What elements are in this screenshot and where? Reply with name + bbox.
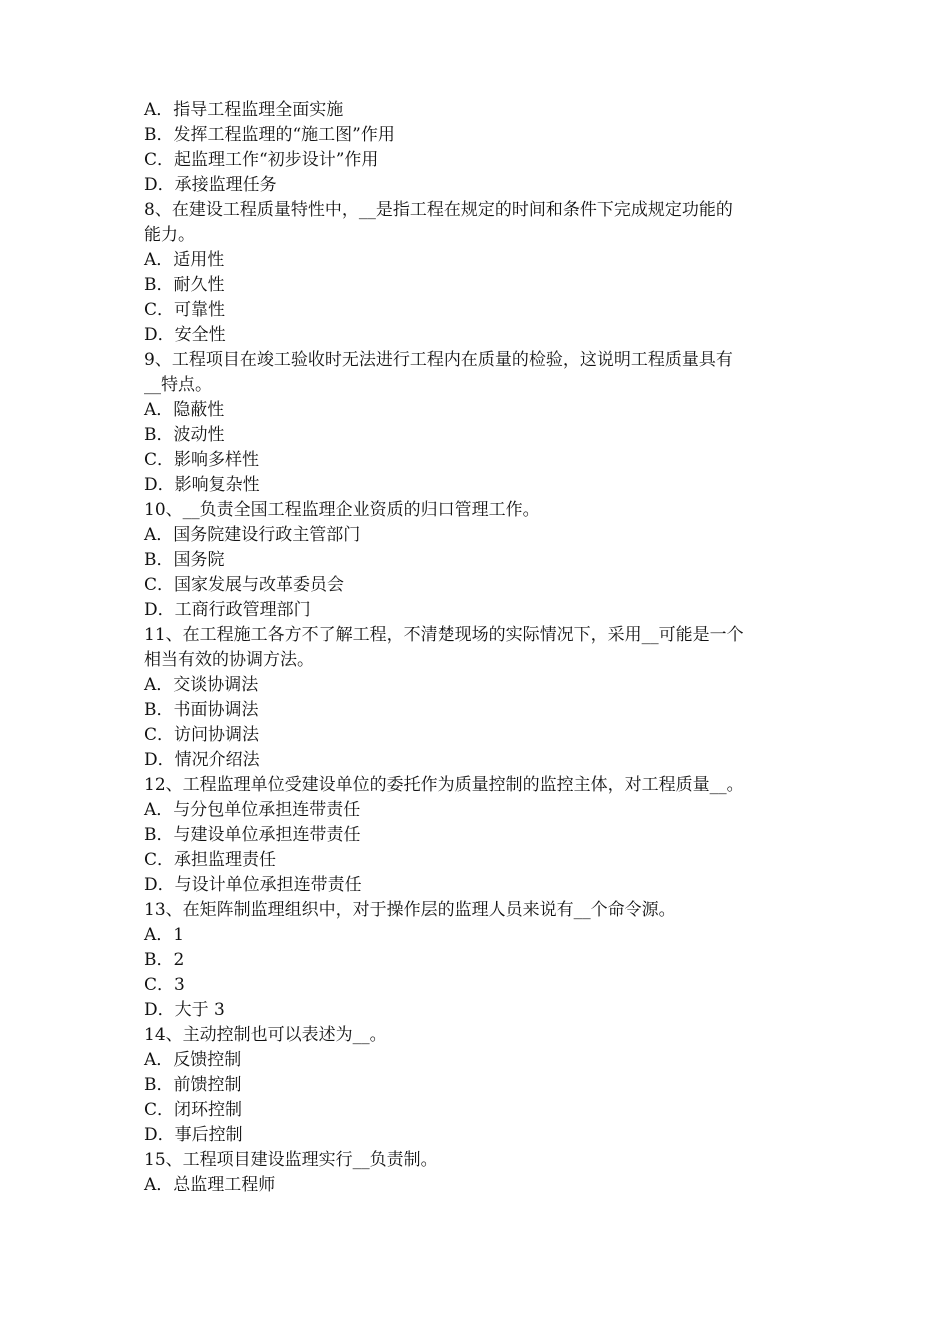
answer-option: B．2 [144,950,185,970]
answer-option: A．交谈协调法 [144,675,259,695]
answer-option: C．影响多样性 [144,450,260,470]
answer-option: D．安全性 [144,325,226,345]
answer-option: A．1 [144,925,185,945]
question-stem: 8、在建设工程质量特性中，__是指工程在规定的时间和条件下完成规定功能的 [144,200,733,220]
answer-option: A．国务院建设行政主管部门 [144,525,361,545]
answer-option: B．波动性 [144,425,225,445]
question-block [144,348,814,498]
answer-option: D．工商行政管理部门 [144,600,311,620]
answer-option: D．承接监理任务 [144,175,277,195]
answer-option: A．与分包单位承担连带责任 [144,800,361,820]
answer-option: B．发挥工程监理的“施工图”作用 [144,125,395,145]
question-block [144,198,814,348]
answer-option: D．情况介绍法 [144,750,260,770]
answer-option: B．国务院 [144,550,225,570]
questions-container [144,198,814,1198]
question-block [144,1148,814,1198]
answer-option: C．承担监理责任 [144,850,277,870]
answer-option: D．事后控制 [144,1125,243,1145]
answer-option: C．访问协调法 [144,725,260,745]
answer-option: A．适用性 [144,250,225,270]
answer-option: D．与设计单位承担连带责任 [144,875,362,895]
question-stem: 12、工程监理单位受建设单位的委托作为质量控制的监控主体，对工程质量__。 [144,775,744,795]
answer-option: C．国家发展与改革委员会 [144,575,345,595]
question-stem: 9、工程项目在竣工验收时无法进行工程内在质量的检验，这说明工程质量具有 [144,350,733,370]
answer-option: B．书面协调法 [144,700,259,720]
answer-option: B．与建设单位承担连带责任 [144,825,361,845]
answer-option: A．隐蔽性 [144,400,225,420]
question-stem: 能力。 [144,225,195,245]
answer-option: D．大于 3 [144,1000,225,1020]
question-stem: 15、工程项目建设监理实行__负责制。 [144,1150,438,1170]
answer-option: B．前馈控制 [144,1075,242,1095]
answer-option: C．起监理工作“初步设计”作用 [144,150,379,170]
question-stem: 10、__负责全国工程监理企业资质的归口管理工作。 [144,500,540,520]
lead-option-group [144,98,814,198]
question-block [144,898,814,1023]
answer-option: D．影响复杂性 [144,475,260,495]
question-stem: 14、主动控制也可以表述为__。 [144,1025,387,1045]
question-stem: 相当有效的协调方法。 [144,650,314,670]
question-stem: 13、在矩阵制监理组织中，对于操作层的监理人员来说有__个命令源。 [144,900,676,920]
question-block [144,498,814,623]
answer-option: A．总监理工程师 [144,1175,276,1195]
answer-option: C．闭环控制 [144,1100,243,1120]
answer-option: A．反馈控制 [144,1050,242,1070]
question-block [144,773,814,898]
question-list [144,98,814,1198]
answer-option: B．耐久性 [144,275,225,295]
answer-option: C．3 [144,975,185,995]
answer-option: C．可靠性 [144,300,226,320]
question-block [144,623,814,773]
question-stem: 11、在工程施工各方不了解工程，不清楚现场的实际情况下，采用__可能是一个 [144,625,744,645]
question-stem: __特点。 [144,375,212,395]
answer-option: A．指导工程监理全面实施 [144,100,344,120]
question-block [144,1023,814,1148]
